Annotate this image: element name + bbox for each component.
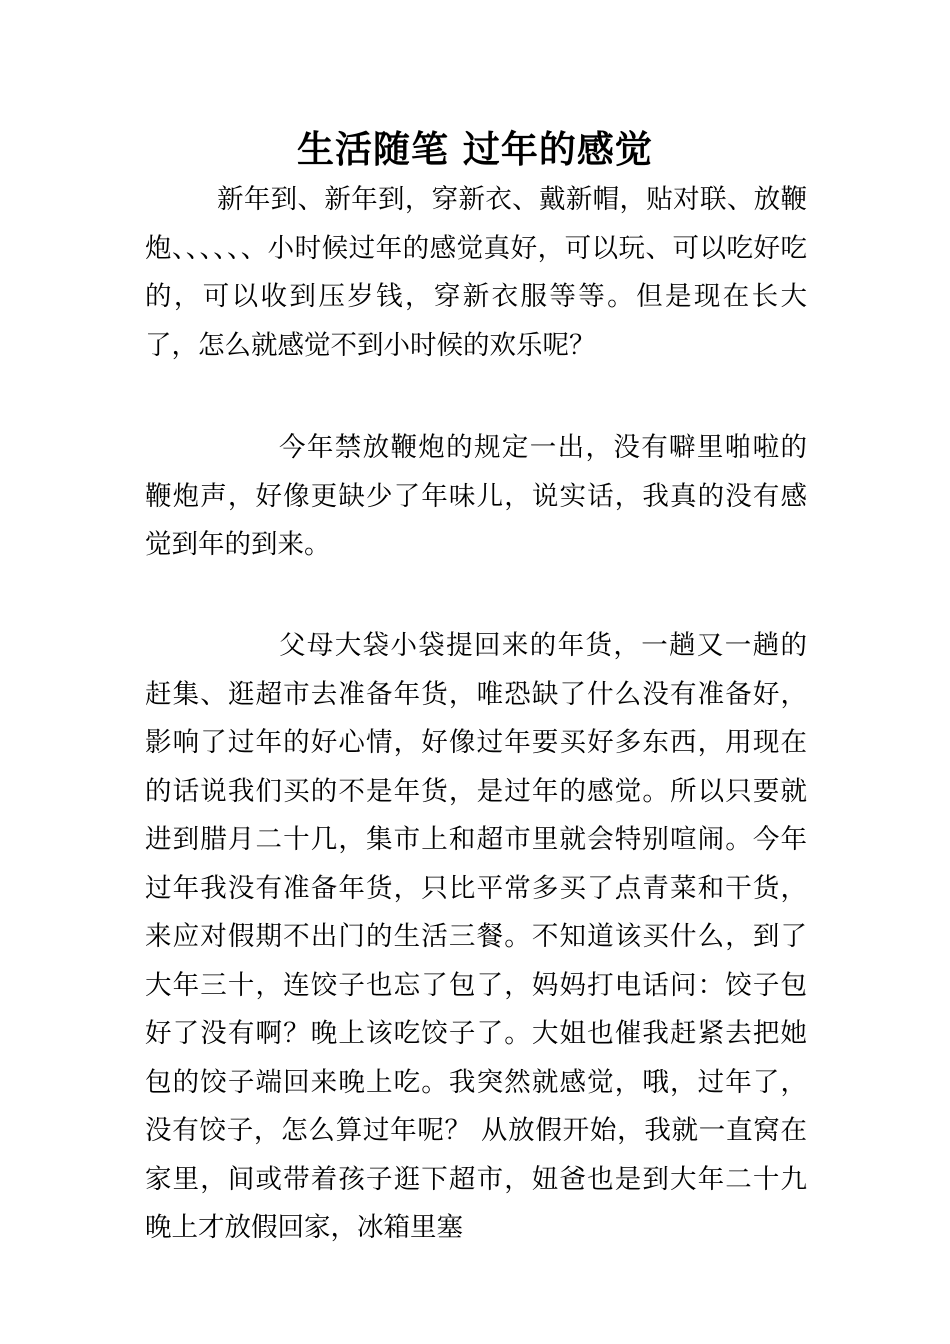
document-title: 生活随笔 过年的感觉 (297, 128, 653, 171)
paragraph-2: 今年禁放鞭炮的规定一出，没有噼里啪啦的鞭炮声，好像更缺少了年味儿，说实话，我真的没有感觉到年的到来。 (145, 432, 807, 560)
paragraph-3: 父母大袋小袋提回来的年货，一趟又一趟的赶集、逛超市去准备年货，唯恐缺了什么没有准备好，影响了过年的好心情，好像过年要买好多东西，用现在的话说我们买的不是年货，是过年的感觉。所以只要就进到腊月二十几，集市上和超市里就会特别喧闹。今年过年我没有准备年货，只比平常多买了点青菜和干货，来应对假期不出门的生活三餐。不知道该买什么，到了大年三十，连饺子也忘了包了，妈妈打电话问：饺子包好了没有啊？晚上该吃饺子了。大姐也催我赶紧去把她包的饺子端回来晚上吃。我突然就感觉，哦，过年了，没有饺子，怎么算过年呢？ 从放假开始，我就一直窝在家里，间或带着孩子逛下超市，妞爸也是到大年二十九晚上才放假回家，冰箱里塞 (145, 630, 807, 1243)
paragraph-1: 新年到、新年到，穿新衣、戴新帽，贴对联、放鞭炮、、、、、、小时候过年的感觉真好，可以玩、可以吃好吃的，可以收到压岁钱，穿新衣服等等。但是现在长大了，怎么就感觉不到小时候的欢乐呢？ (145, 184, 807, 361)
